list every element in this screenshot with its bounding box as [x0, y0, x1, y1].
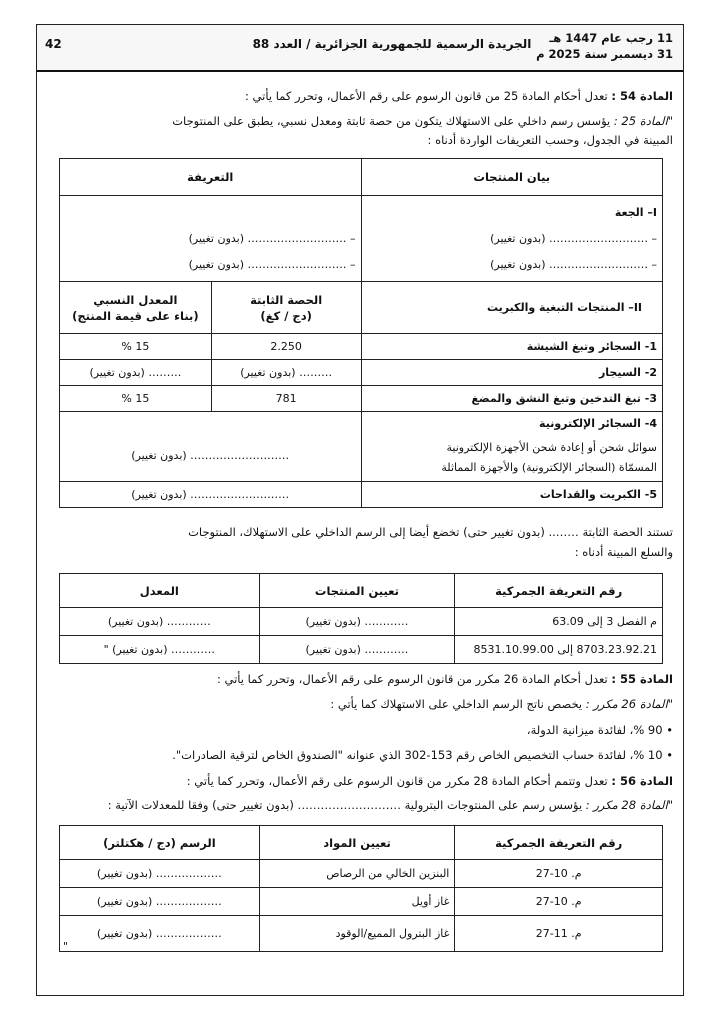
- row-cigarettes: 1- السجائر وتبغ الشيشة: [361, 334, 663, 360]
- closing-quote: ": [63, 940, 69, 953]
- code-cell: م. 10-27: [455, 888, 663, 916]
- fixed-share-paragraph-1: تستند الحصة الثابتة …….. (بدون تغيير حتى) تخضع أيضا إلى الرسم الداخلي على الاستهلاك، المنتوجات: [188, 525, 673, 539]
- matches-value: ……………………… (بدون تغيير): [60, 482, 362, 508]
- page-header: [37, 25, 683, 72]
- rate-cell: ………… (بدون تغيير) ": [60, 636, 260, 664]
- bullet-icon: •: [666, 723, 673, 737]
- date-hijri: 11 رجب عام 1447 هـ: [549, 31, 673, 45]
- article-28-lead: "المادة 28 مكرر :: [585, 798, 673, 812]
- goods-cell: غاز أويل: [259, 888, 455, 916]
- article-56-lead: المادة 56 :: [611, 774, 673, 788]
- rate-title: المعدل النسبي: [93, 292, 178, 307]
- article-55-lead: المادة 55 :: [611, 672, 673, 686]
- row-smoking-tobacco: 3- تبغ التدخين وتبغ النشق والمضغ: [361, 386, 663, 412]
- header-tax: الرسم (دج / هكتلتر): [60, 826, 260, 860]
- table-row: [60, 888, 663, 916]
- header-date: [536, 30, 673, 62]
- rate-basis: (بناء على قيمة المنتج): [72, 308, 199, 323]
- row-cigars: 2- السيجار: [361, 360, 663, 386]
- article-25-quote-line: [172, 113, 673, 130]
- table-row: [60, 412, 663, 482]
- beer-line-1: – ……………………… (بدون تغيير): [490, 232, 657, 245]
- article-25-text: يؤسس رسم داخلي على الاستهلاك يتكون من حصة ثابتة ومعدل نسبي، يطبق على المنتوجات: [172, 114, 611, 128]
- table-row: [60, 334, 663, 360]
- beer-tariff-2: – ……………………… (بدون تغيير): [188, 258, 356, 271]
- smoking-tobacco-rate: 15 %: [60, 386, 212, 412]
- bullet-export-fund: 10 %، لفائدة حساب التخصيص الخاص رقم 153-302 الذي عنوانه "الصندوق الخاص لترقية الصادرات".: [172, 748, 663, 762]
- gazette-title: الجريدة الرسمية للجمهورية الجزائرية / العدد 88: [252, 37, 532, 51]
- bullet-icon: •: [666, 748, 673, 762]
- petroleum-tax-table: [59, 825, 663, 952]
- article-55-line: [217, 671, 673, 688]
- article-25-lead: "المادة 25 :: [613, 114, 673, 128]
- code-cell: م الفصل 3 إلى 63.09: [455, 608, 663, 636]
- tobacco-section-label: II– المنتجات التبغية والكبريت: [361, 282, 663, 334]
- header-rate: المعدل: [60, 574, 260, 608]
- cigars-rate: ……… (بدون تغيير): [60, 360, 212, 386]
- e-cig-desc-2: المسمّاة (السجائر الإلكترونية) والأجهزة المماثلة: [441, 461, 657, 474]
- e-cig-desc-1: سوائل شحن أو إعادة شحن الأجهزة الإلكترونية: [446, 441, 657, 454]
- tax-cell-wrapper: [60, 916, 260, 952]
- bullet-item: [527, 722, 673, 739]
- page-number: 42: [45, 37, 62, 51]
- table-row: [60, 636, 663, 664]
- tax-cell: ……………… (بدون تغيير): [60, 888, 260, 916]
- article-54-text: تعدل أحكام المادة 25 من قانون الرسوم على رقم الأعمال، وتحرر كما يأتي :: [245, 89, 608, 103]
- cigars-fixed: ……… (بدون تغيير): [211, 360, 361, 386]
- article-26-lead: "المادة 26 مكرر :: [585, 697, 673, 711]
- tobacco-tariff-table: [59, 158, 663, 508]
- row-e-cigarettes: 4- السجائر الإلكترونية: [539, 417, 657, 430]
- table-row: [60, 360, 663, 386]
- article-54-lead: المادة 54 :: [611, 89, 673, 103]
- table-row: [60, 386, 663, 412]
- article-54-line: [245, 88, 673, 105]
- article-26-text: يخصص ناتج الرسم الداخلي على الاستهلاك كما يأتي :: [330, 697, 583, 711]
- goods-cell: غاز البترول المميع/الوقود: [259, 916, 455, 952]
- article-28-text: يؤسس رسم على المنتوجات البترولية ……………………… (بدون تغيير حتى) وفقا للمعدلات الآتية :: [107, 798, 583, 812]
- code-cell: م. 10-27: [455, 860, 663, 888]
- products-cell: ………… (بدون تغيير): [259, 636, 455, 664]
- e-cig-value: ……………………… (بدون تغيير): [60, 412, 362, 482]
- header-product-designation: تعيين المنتجات: [259, 574, 455, 608]
- row-matches-lighters: 5- الكبريت والقداحات: [361, 482, 663, 508]
- beer-row: [60, 196, 663, 282]
- code-cell: م. 11-27: [455, 916, 663, 952]
- article-56-line: [187, 773, 673, 790]
- bullet-state-budget: 90 %، لفائدة ميزانية الدولة،: [526, 723, 663, 737]
- beer-tariff-1: – ……………………… (بدون تغيير): [188, 232, 356, 245]
- gazette-page: [36, 24, 684, 996]
- beer-line-2: – ……………………… (بدون تغيير): [490, 258, 657, 271]
- article-55-text: تعدل أحكام المادة 26 مكرر من قانون الرسوم على رقم الأعمال، وتحرر كما يأتي :: [216, 672, 608, 686]
- fixed-share-paragraph-2: والسلع المبينة أدناه :: [574, 545, 673, 559]
- fixed-share-unit: (دج / كغ): [260, 308, 312, 323]
- header-proportional-rate: [60, 282, 212, 334]
- article-28-quote-line: [108, 797, 673, 814]
- table-row: [60, 482, 663, 508]
- table-row: [60, 860, 663, 888]
- cigarettes-fixed: 2.250: [211, 334, 361, 360]
- header-customs-code: رقم التعريفة الجمركية: [455, 574, 663, 608]
- header-customs-code: رقم التعريفة الجمركية: [455, 826, 663, 860]
- customs-products-table: [59, 573, 663, 664]
- code-cell: 8703.23.92.21 إلى 8531.10.99.00: [455, 636, 663, 664]
- header-fixed-share: [211, 282, 361, 334]
- bullet-item: [172, 747, 673, 764]
- rate-cell: ………… (بدون تغيير): [60, 608, 260, 636]
- smoking-tobacco-fixed: 781: [211, 386, 361, 412]
- goods-cell: البنزين الخالي من الرصاص: [259, 860, 455, 888]
- fixed-share-title: الحصة الثابتة: [250, 292, 323, 307]
- article-56-text: تعدل وتتمم أحكام المادة 28 مكرر من قانون الرسوم على رقم الأعمال، وتحرر كما يأتي :: [186, 774, 608, 788]
- header-products: بيان المنتجات: [361, 159, 663, 196]
- article-25-quote-line-2: المبينة في الجدول، وحسب التعريفات الواردة أدناه :: [427, 133, 673, 147]
- table-row: [60, 608, 663, 636]
- cigarettes-rate: 15 %: [60, 334, 212, 360]
- tax-cell: ……………… (بدون تغيير): [96, 927, 222, 940]
- header-goods: تعيين المواد: [259, 826, 455, 860]
- products-cell: ………… (بدون تغيير): [259, 608, 455, 636]
- header-tariff: التعريفة: [60, 159, 362, 196]
- date-gregorian: 31 ديسمبر سنة 2025 م: [536, 47, 673, 61]
- article-26-quote-line: [330, 696, 673, 713]
- table-row: [60, 916, 663, 952]
- tax-cell: ……………… (بدون تغيير): [60, 860, 260, 888]
- beer-label: I– الجعة: [614, 206, 657, 219]
